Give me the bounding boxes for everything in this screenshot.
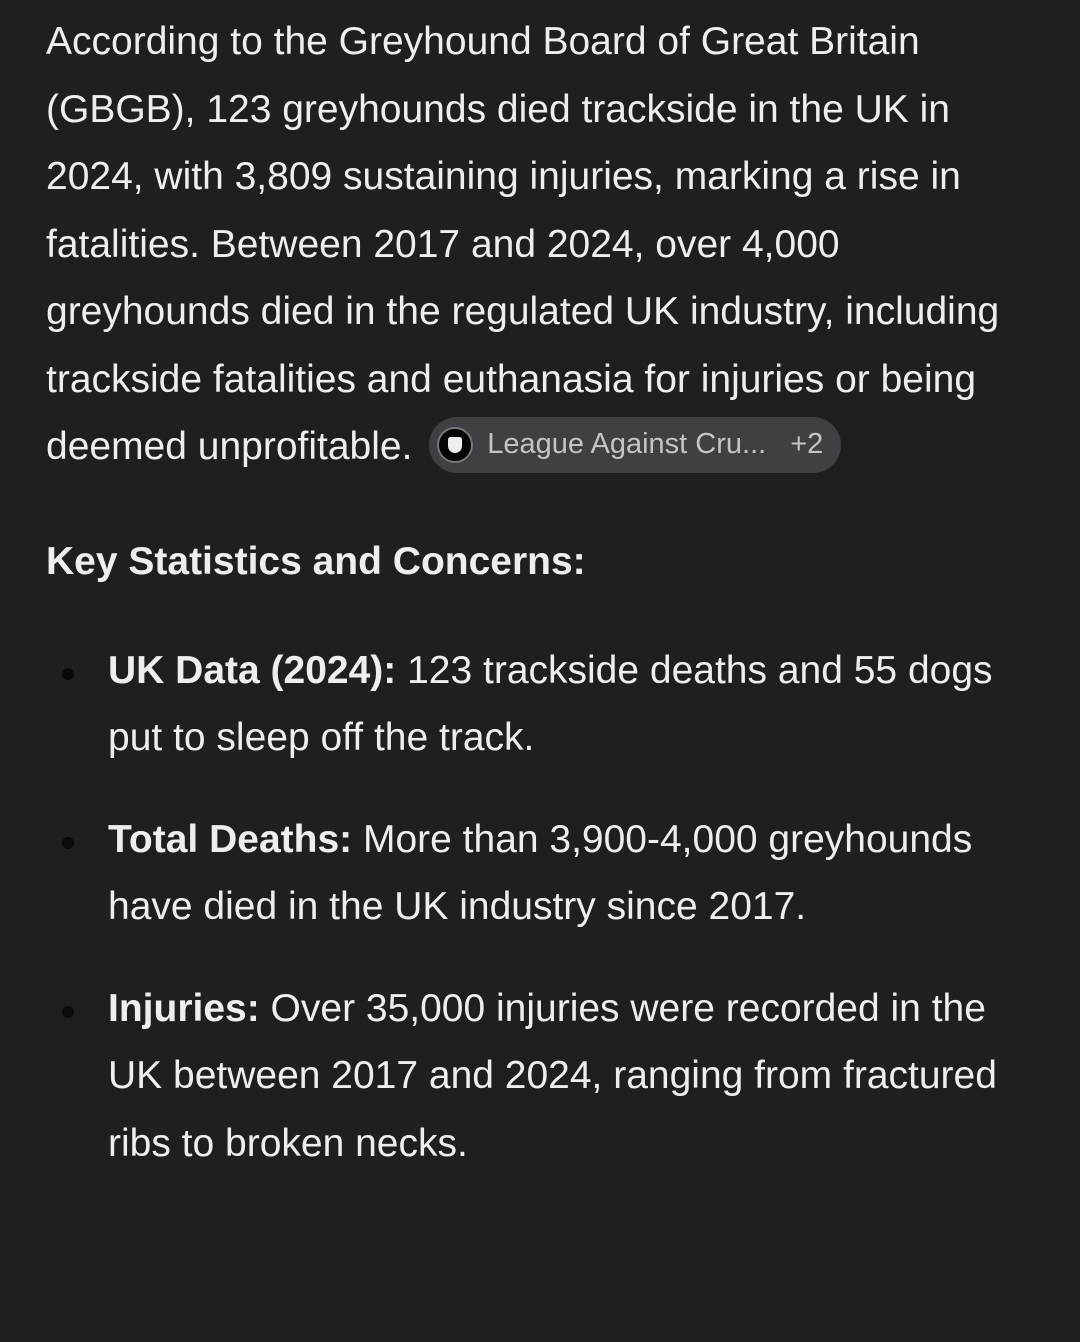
list-item (46, 975, 1034, 1178)
bullet-icon (62, 668, 74, 680)
shield-paw-icon (437, 427, 473, 463)
intro-text: According to the Greyhound Board of Great Britain (GBGB), 123 greyhounds died trackside in the UK in 2024, with 3,809 sustaining injuries, marking a rise in fatalities. Between 2017 and 2024, over 4,000 greyhounds died in the regulated UK industry, including trackside fatalities and euthanasia for injuries or being deemed unprofitable. (46, 20, 1000, 468)
bullet-icon (62, 837, 74, 849)
bullet-icon (62, 1006, 74, 1018)
item-text: Over 35,000 injuries were recorded in the UK between 2017 and 2024, ranging from fractured ribs to broken necks. (108, 986, 997, 1165)
intro-paragraph (46, 8, 1034, 481)
item-label: Total Deaths: (108, 817, 353, 861)
item-label: Injuries: (108, 986, 260, 1030)
source-more-count: +2 (790, 427, 824, 460)
item-text: 123 trackside deaths and 55 dogs put to sleep off the track. (108, 648, 993, 759)
stats-list (46, 637, 1034, 1178)
source-label: League Against Cru... (487, 427, 767, 460)
item-label: UK Data (2024): (108, 648, 397, 692)
section-heading: Key Statistics and Concerns: (46, 539, 586, 583)
list-item (46, 637, 1034, 772)
source-chip[interactable] (429, 417, 841, 473)
list-item (46, 806, 1034, 941)
item-text: More than 3,900-4,000 greyhounds have died in the UK industry since 2017. (108, 817, 973, 928)
